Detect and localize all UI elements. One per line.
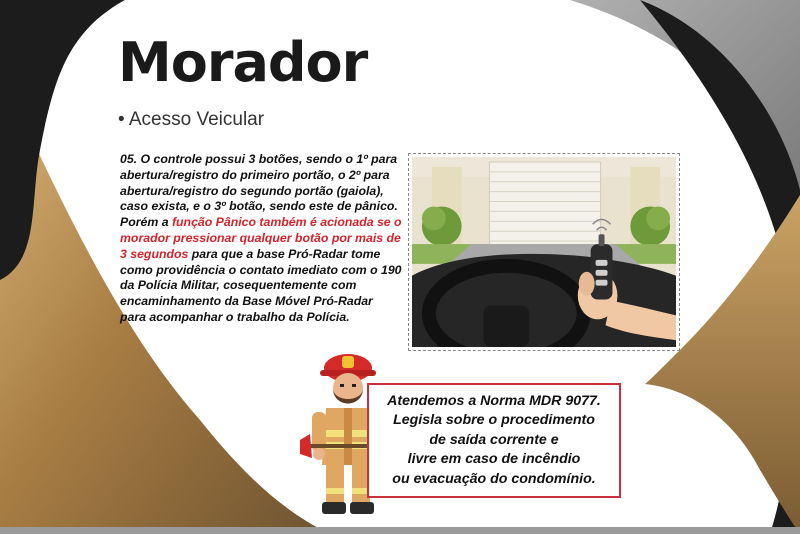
norma-line-5: ou evacuação do condomínio. bbox=[392, 470, 596, 487]
norma-line-2: Legisla sobre o procedimento bbox=[393, 412, 595, 429]
norma-line-1: Atendemos a Norma MDR 9077. bbox=[387, 392, 601, 409]
body-text-part2: para que a base Pró-Radar tome como providência o contato imediato com o 190 da Polícia Militar, cosequentemente com encaminhamento da Base Móvel Pró-Radar para acompanhar o trabalho da Polícia. bbox=[120, 246, 402, 324]
body-text-part1: 05. O controle possui 3 botões, sendo o 1º para abertura/registro do primeiro portão, o 2º para abertura/registro do segundo portão (gaiola), caso exista, e o 3º botão, sendo este de pânico. Porém a bbox=[120, 152, 398, 230]
body-highlight: função Pânico também é acionada se o morador pressionar qualquer botão por mais de 3 segundos bbox=[120, 215, 402, 261]
page-subtitle: • Acesso Veicular bbox=[118, 109, 265, 130]
norma-info-box bbox=[367, 383, 621, 498]
body-paragraph bbox=[120, 152, 402, 326]
page-title: Morador bbox=[118, 31, 368, 94]
car-remote-illustration bbox=[408, 153, 680, 351]
norma-line-4: livre em caso de incêndio bbox=[407, 451, 581, 468]
norma-line-3: de saída corrente e bbox=[429, 431, 559, 448]
